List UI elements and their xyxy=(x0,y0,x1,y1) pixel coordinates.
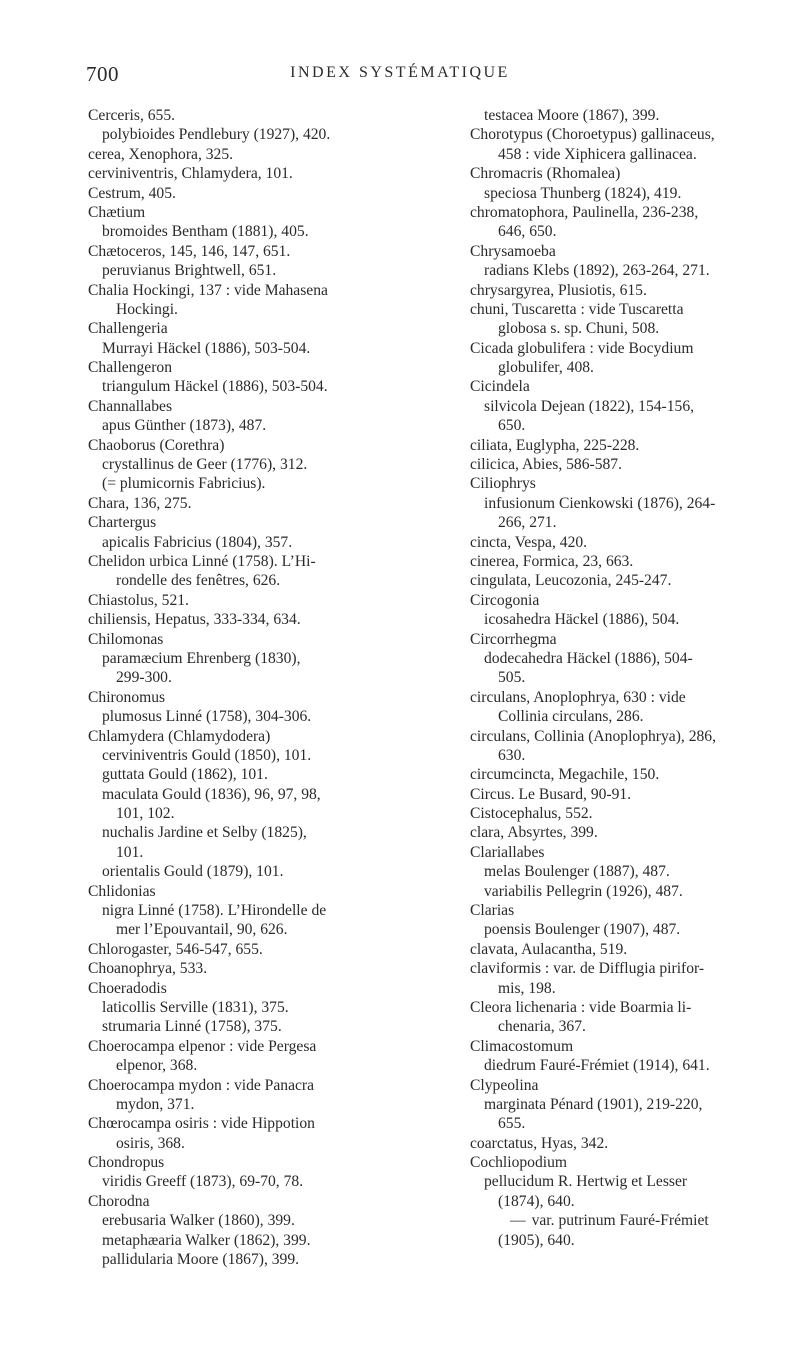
index-subentry xyxy=(470,1231,800,1250)
index-entry-text: coarctatus, Hyas, 342. xyxy=(470,1134,609,1152)
index-entry-text: Clariallabes xyxy=(470,843,545,861)
index-subentry xyxy=(88,1134,418,1153)
index-entry-text: Chœrocampa osiris : vide Hippotion xyxy=(88,1115,315,1133)
index-entry xyxy=(470,959,800,978)
index-entry xyxy=(88,979,418,998)
index-subentry xyxy=(88,649,418,668)
index-entry-text: poensis Boulenger (1907), 487. xyxy=(484,921,681,939)
index-entry xyxy=(88,959,418,978)
index-entry-text: icosahedra Häckel (1886), 504. xyxy=(484,611,680,629)
index-entry-text: Chironomus xyxy=(88,688,166,706)
index-entry-text: Choerocampa elpenor : vide Pergesa xyxy=(88,1037,317,1055)
index-entry-text: var. putrinum Fauré-Frémiet xyxy=(531,1212,709,1230)
index-entry xyxy=(470,242,800,261)
index-subentry xyxy=(88,785,418,804)
index-entry xyxy=(470,571,800,590)
index-entry-text: nuchalis Jardine et Selby (1825), xyxy=(102,824,307,842)
index-entry-text: erebusaria Walker (1860), 399. xyxy=(102,1212,295,1230)
index-entry-text: plumosus Linné (1758), 304-306. xyxy=(102,708,312,726)
index-column-left xyxy=(88,106,418,1269)
index-entry-text: chiliensis, Hepatus, 333-334, 634. xyxy=(88,611,301,629)
index-entry-text: Challengeria xyxy=(88,320,168,338)
index-entry-text: marginata Pénard (1901), 219-220, xyxy=(484,1095,703,1113)
index-entry-text: melas Boulenger (1887), 487. xyxy=(484,863,670,881)
index-entry-text: peruvianus Brightwell, 651. xyxy=(102,262,277,280)
index-entry xyxy=(470,552,800,571)
index-subentry xyxy=(88,1231,418,1250)
index-subentry xyxy=(88,843,418,862)
index-subentry xyxy=(470,513,800,532)
index-entry-text: nigra Linné (1758). L’Hirondelle de xyxy=(102,902,327,920)
index-entry-text: variabilis Pellegrin (1926), 487. xyxy=(484,882,683,900)
index-entry xyxy=(470,455,800,474)
index-subentry xyxy=(88,707,418,726)
index-subentry xyxy=(470,1192,800,1211)
index-entry xyxy=(88,281,418,300)
index-entry-text: Chilomonas xyxy=(88,630,164,648)
index-entry-text: Chelidon urbica Linné (1758). L’Hi- xyxy=(88,552,316,570)
index-entry-text: cinerea, Formica, 23, 663. xyxy=(470,552,634,570)
index-entry xyxy=(88,1192,418,1211)
index-subentry xyxy=(470,319,800,338)
index-entry-text: cerviniventris Gould (1850), 101. xyxy=(102,746,312,764)
index-entry-text: Circus. Le Busard, 90-91. xyxy=(470,785,632,803)
index-entry xyxy=(88,203,418,222)
index-entry-text: Chætium xyxy=(88,203,146,221)
index-entry-text: cilicica, Abies, 586-587. xyxy=(470,456,623,474)
index-subentry xyxy=(88,668,418,687)
index-entry-text: apicalis Fabricius (1804), 357. xyxy=(102,533,293,551)
index-entry-text: diedrum Fauré-Frémiet (1914), 641. xyxy=(484,1057,710,1075)
index-entry-text: 646, 650. xyxy=(498,223,557,241)
index-entry-text: Clarias xyxy=(470,902,515,920)
index-subentry xyxy=(470,610,800,629)
index-entry-text: crystallinus de Geer (1776), 312. xyxy=(102,456,308,474)
index-subentry xyxy=(88,746,418,765)
index-entry xyxy=(88,1114,418,1133)
index-subentry xyxy=(470,261,800,280)
index-subentry xyxy=(88,416,418,435)
running-title: INDEX SYSTÉMATIQUE xyxy=(290,64,510,81)
index-subentry xyxy=(88,1172,418,1191)
index-entry-text: Chaoborus (Corethra) xyxy=(88,436,225,454)
index-entry-text: Cicindela xyxy=(470,378,530,396)
index-entry-text: 458 : vide Xiphicera gallinacea. xyxy=(498,145,697,163)
index-entry xyxy=(88,630,418,649)
index-subentry xyxy=(88,339,418,358)
index-entry-text: strumaria Linné (1758), 375. xyxy=(102,1018,282,1036)
index-entry xyxy=(470,125,800,144)
index-entry xyxy=(470,765,800,784)
index-entry-text: dodecahedra Häckel (1886), 504- xyxy=(484,649,693,667)
index-entry-text: Chara, 136, 275. xyxy=(88,494,192,512)
index-entry-text: rondelle des fenêtres, 626. xyxy=(116,572,281,590)
index-subentry xyxy=(88,1056,418,1075)
index-entry-text: Chalia Hockingi, 137 : vide Mahasena xyxy=(88,281,328,299)
index-entry-text: circulans, Collinia (Anoplophrya), 286, xyxy=(470,727,716,745)
index-entry-text: Chiastolus, 521. xyxy=(88,591,189,609)
index-entry-text: claviformis : var. de Difflugia pirifor- xyxy=(470,960,705,978)
index-entry-text: Cestrum, 405. xyxy=(88,184,176,202)
index-entry xyxy=(470,281,800,300)
index-entry-text: Chlamydera (Chlamydodera) xyxy=(88,727,271,745)
index-entry-text: Chorodna xyxy=(88,1192,150,1210)
index-entry xyxy=(88,1153,418,1172)
index-column-right xyxy=(470,106,800,1250)
index-subentry xyxy=(88,823,418,842)
index-subentry xyxy=(88,261,418,280)
index-entry-text: apus Günther (1873), 487. xyxy=(102,417,267,435)
index-subentry xyxy=(88,533,418,552)
index-subentry xyxy=(88,455,418,474)
index-entry-text: Cleora lichenaria : vide Boarmia li- xyxy=(470,998,692,1016)
index-entry-text: 650. xyxy=(498,417,526,435)
index-subentry xyxy=(470,494,800,513)
index-subentry xyxy=(470,707,800,726)
index-entry xyxy=(88,591,418,610)
index-entry-text: ciliata, Euglypha, 225-228. xyxy=(470,436,640,454)
index-entry-text: chromatophora, Paulinella, 236-238, xyxy=(470,203,699,221)
index-entry-text: Clypeolina xyxy=(470,1076,539,1094)
index-entry xyxy=(470,1153,800,1172)
index-subentry xyxy=(470,979,800,998)
index-subentry xyxy=(470,862,800,881)
index-entry-text: guttata Gould (1862), 101. xyxy=(102,766,268,784)
index-subentry xyxy=(470,145,800,164)
index-entry xyxy=(470,436,800,455)
index-entry xyxy=(88,184,418,203)
index-subentry xyxy=(88,901,418,920)
index-entry xyxy=(88,358,418,377)
index-entry xyxy=(470,901,800,920)
page-number: 700 xyxy=(86,62,119,86)
index-subentry xyxy=(88,474,418,493)
index-entry-text: pallidularia Moore (1867), 399. xyxy=(102,1251,300,1269)
index-entry-text: (1905), 640. xyxy=(498,1231,575,1249)
index-entry xyxy=(88,164,418,183)
index-entry xyxy=(88,688,418,707)
index-entry-text: 299-300. xyxy=(116,669,172,687)
index-subentry xyxy=(470,397,800,416)
index-entry-text: viridis Greeff (1873), 69-70, 78. xyxy=(102,1173,304,1191)
index-entry-text: Chondropus xyxy=(88,1154,165,1172)
index-entry-text: Murrayi Häckel (1886), 503-504. xyxy=(102,339,311,357)
index-entry-text: Chromacris (Rhomalea) xyxy=(470,165,621,183)
index-subentry xyxy=(88,125,418,144)
index-entry-text: 101. xyxy=(116,843,144,861)
index-entry xyxy=(470,804,800,823)
index-entry xyxy=(470,630,800,649)
index-entry-text: cincta, Vespa, 420. xyxy=(470,533,588,551)
index-entry xyxy=(470,940,800,959)
index-entry xyxy=(470,591,800,610)
index-entry-text: Challengeron xyxy=(88,359,173,377)
index-subentry xyxy=(470,920,800,939)
index-subentry xyxy=(470,882,800,901)
index-entry xyxy=(470,785,800,804)
index-subentry xyxy=(470,668,800,687)
index-entry xyxy=(88,513,418,532)
index-entry xyxy=(88,145,418,164)
index-entry-text: Chlidonias xyxy=(88,882,156,900)
index-subentry xyxy=(470,222,800,241)
index-entry-text: Chætoceros, 145, 146, 147, 651. xyxy=(88,242,291,260)
index-subentry xyxy=(470,649,800,668)
index-entry xyxy=(88,1037,418,1056)
index-entry-text: laticollis Serville (1831), 375. xyxy=(102,998,289,1016)
index-subentry xyxy=(470,1114,800,1133)
index-entry xyxy=(470,1037,800,1056)
index-entry-text: infusionum Cienkowski (1876), 264- xyxy=(484,494,716,512)
index-entry-text: (= plumicornis Fabricius). xyxy=(102,475,266,493)
index-entry-text: Choanophrya, 533. xyxy=(88,960,208,978)
index-entry-text: speciosa Thunberg (1824), 419. xyxy=(484,184,682,202)
index-entry xyxy=(88,319,418,338)
index-entry-text: silvicola Dejean (1822), 154-156, xyxy=(484,397,695,415)
index-entry-text: radians Klebs (1892), 263-264, 271. xyxy=(484,262,710,280)
index-entry xyxy=(88,610,418,629)
index-subentry xyxy=(470,106,800,125)
index-entry-text: 630. xyxy=(498,746,526,764)
index-entry-text: paramæcium Ehrenberg (1830), xyxy=(102,649,301,667)
index-subentry xyxy=(470,1211,800,1230)
index-entry xyxy=(470,377,800,396)
index-entry-text: mis, 198. xyxy=(498,979,556,997)
index-entry-text: metaphæaria Walker (1862), 399. xyxy=(102,1231,311,1249)
index-entry xyxy=(470,998,800,1017)
index-entry-text: chenaria, 367. xyxy=(498,1018,586,1036)
index-entry xyxy=(88,242,418,261)
index-entry xyxy=(88,1076,418,1095)
index-entry-text: osiris, 368. xyxy=(116,1134,185,1152)
index-subentry xyxy=(470,184,800,203)
index-entry xyxy=(470,300,800,319)
index-subentry xyxy=(88,222,418,241)
index-entry xyxy=(470,1134,800,1153)
index-subentry xyxy=(88,998,418,1017)
index-entry-text: 101, 102. xyxy=(116,805,175,823)
index-entry-text: 505. xyxy=(498,669,526,687)
index-subentry xyxy=(88,300,418,319)
index-entry-text: circumcincta, Megachile, 150. xyxy=(470,766,660,784)
index-subentry xyxy=(470,1056,800,1075)
index-entry-text: Chorotypus (Choroetypus) gallinaceus, xyxy=(470,126,715,144)
index-entry-text: Choeradodis xyxy=(88,979,167,997)
index-subentry xyxy=(88,571,418,590)
index-entry-text: Chartergus xyxy=(88,514,157,532)
index-entry xyxy=(470,164,800,183)
index-subentry xyxy=(88,862,418,881)
index-entry-text: cingulata, Leucozonia, 245-247. xyxy=(470,572,672,590)
index-entry xyxy=(470,339,800,358)
index-entry xyxy=(88,552,418,571)
index-subentry xyxy=(470,1017,800,1036)
index-subentry xyxy=(88,1211,418,1230)
index-entry-text: Climacostomum xyxy=(470,1037,574,1055)
index-entry xyxy=(470,203,800,222)
index-entry xyxy=(88,436,418,455)
index-entry-text: Channallabes xyxy=(88,397,173,415)
index-entry-text: (1874), 640. xyxy=(498,1192,575,1210)
index-entry xyxy=(470,843,800,862)
index-entry-text: maculata Gould (1836), 96, 97, 98, xyxy=(102,785,321,803)
index-entry xyxy=(88,727,418,746)
index-dash: — xyxy=(510,1212,526,1230)
index-subentry xyxy=(88,804,418,823)
index-entry-text: Choerocampa mydon : vide Panacra xyxy=(88,1076,315,1094)
index-entry xyxy=(88,882,418,901)
index-entry xyxy=(470,823,800,842)
index-entry-text: Collinia circulans, 286. xyxy=(498,708,644,726)
index-subentry xyxy=(470,1095,800,1114)
index-entry-text: Circorrhegma xyxy=(470,630,557,648)
index-subentry xyxy=(88,1250,418,1269)
index-entry-text: cerea, Xenophora, 325. xyxy=(88,145,234,163)
index-subentry xyxy=(88,920,418,939)
index-subentry xyxy=(88,1017,418,1036)
index-entry-text: Circogonia xyxy=(470,591,540,609)
index-entry-text: Ciliophrys xyxy=(470,475,536,493)
index-entry-text: chuni, Tuscaretta : vide Tuscaretta xyxy=(470,300,684,318)
index-entry-text: globosa s. sp. Chuni, 508. xyxy=(498,320,660,338)
index-entry xyxy=(470,688,800,707)
index-entry-text: 266, 271. xyxy=(498,514,557,532)
index-subentry xyxy=(88,765,418,784)
index-entry-text: bromoides Bentham (1881), 405. xyxy=(102,223,309,241)
index-entry-text: circulans, Anoplophrya, 630 : vide xyxy=(470,688,686,706)
index-entry-text: Cerceris, 655. xyxy=(88,107,176,124)
index-entry-text: pellucidum R. Hertwig et Lesser xyxy=(484,1173,688,1191)
index-entry-text: Cicada globulifera : vide Bocydium xyxy=(470,339,694,357)
index-subentry xyxy=(470,1172,800,1191)
index-subentry xyxy=(470,358,800,377)
index-entry-text: elpenor, 368. xyxy=(116,1057,198,1075)
index-entry-text: polybioides Pendlebury (1927), 420. xyxy=(102,126,331,144)
index-entry-text: clara, Absyrtes, 399. xyxy=(470,824,598,842)
index-entry-text: chrysargyrea, Plusiotis, 615. xyxy=(470,281,647,299)
index-entry-text: Chrysamoeba xyxy=(470,242,556,260)
index-entry xyxy=(470,533,800,552)
index-subentry xyxy=(470,746,800,765)
index-subentry xyxy=(88,377,418,396)
index-entry-text: clavata, Aulacantha, 519. xyxy=(470,940,628,958)
index-entry xyxy=(88,494,418,513)
index-entry-text: testacea Moore (1867), 399. xyxy=(484,107,660,124)
index-subentry xyxy=(88,1095,418,1114)
index-entry xyxy=(88,940,418,959)
index-entry-text: mer l’Epouvantail, 90, 626. xyxy=(116,921,288,939)
index-entry-text: cerviniventris, Chlamydera, 101. xyxy=(88,165,293,183)
index-entry xyxy=(470,1076,800,1095)
index-subentry xyxy=(470,416,800,435)
index-entry-text: orientalis Gould (1879), 101. xyxy=(102,863,284,881)
index-entry xyxy=(88,397,418,416)
index-entry-text: Hockingi. xyxy=(116,300,178,318)
page-header xyxy=(86,62,714,92)
index-entry xyxy=(470,474,800,493)
index-entry-text: Cochliopodium xyxy=(470,1154,568,1172)
index-entry-text: triangulum Häckel (1886), 503-504. xyxy=(102,378,328,396)
index-entry-text: globulifer, 408. xyxy=(498,359,594,377)
index-entry-text: Cistocephalus, 552. xyxy=(470,805,593,823)
index-entry-text: 655. xyxy=(498,1115,526,1133)
index-entry-text: Chlorogaster, 546-547, 655. xyxy=(88,940,263,958)
index-entry xyxy=(470,727,800,746)
index-entry xyxy=(88,106,418,125)
index-entry-text: mydon, 371. xyxy=(116,1095,195,1113)
